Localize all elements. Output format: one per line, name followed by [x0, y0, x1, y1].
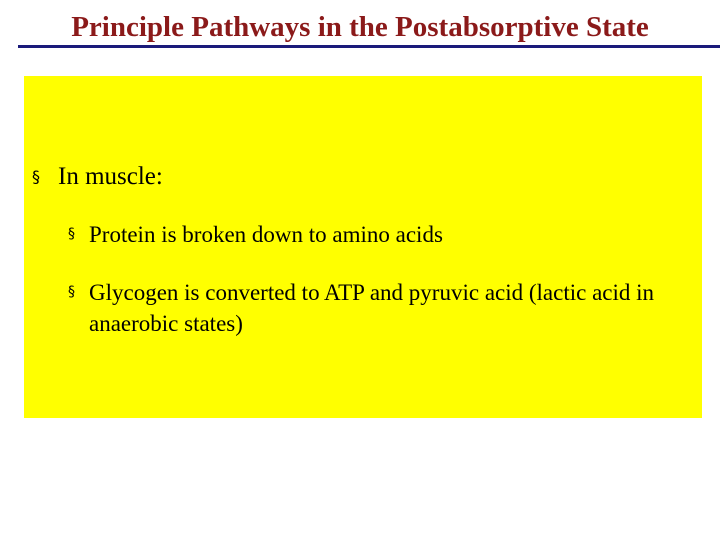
bullet-item	[32, 162, 163, 192]
content-box	[24, 76, 702, 418]
title-underline	[18, 45, 720, 48]
sub-bullet-item	[68, 277, 688, 339]
bullet-icon: §	[68, 284, 75, 300]
bullet-icon: §	[68, 226, 75, 242]
sub-bullet-text: Protein is broken down to amino acids	[89, 222, 443, 247]
bullet-icon: §	[32, 167, 40, 186]
sub-bullet-text: Glycogen is converted to ATP and pyruvic acid (lactic acid in anaerobic states)	[89, 280, 655, 336]
sub-bullet-item	[68, 219, 688, 250]
bullet-text: In muscle:	[58, 163, 163, 190]
slide-title: Principle Pathways in the Postabsorptive State	[71, 11, 649, 43]
